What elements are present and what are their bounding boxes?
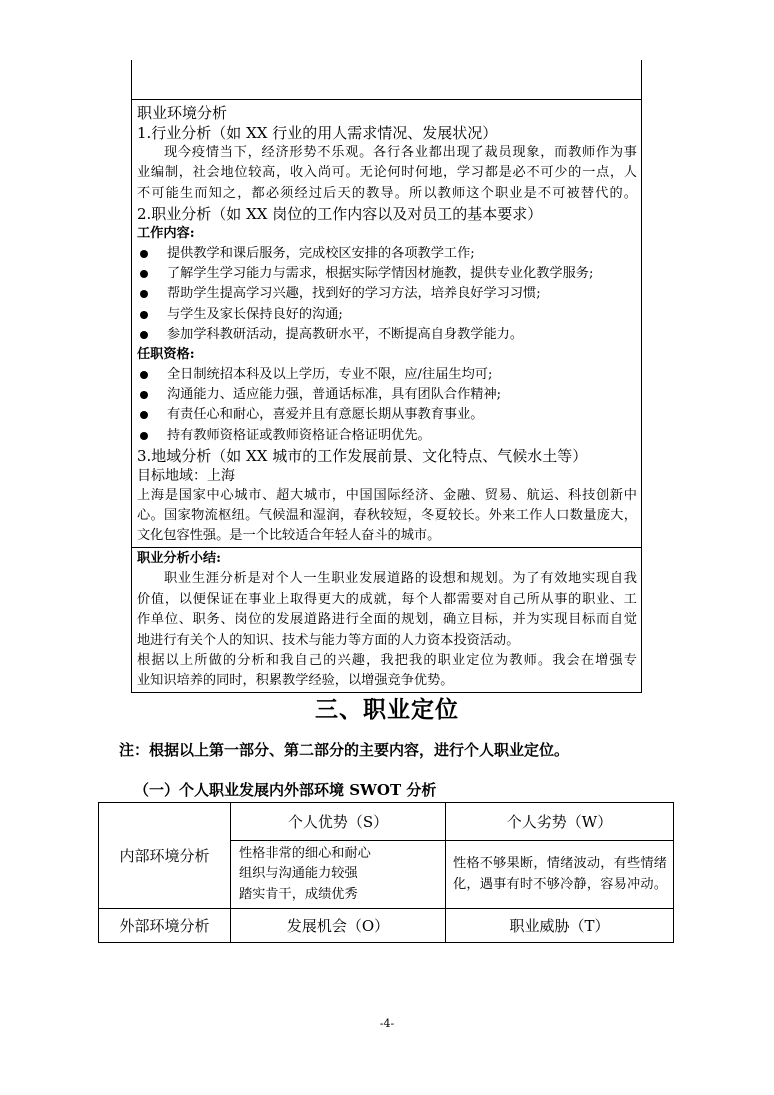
region-line: 心。国家物流枢纽。气候温和湿润，春秋较短，冬夏较长。外来工作人口数量庞大，	[137, 508, 637, 524]
continued-empty-row	[132, 60, 641, 100]
swot-table	[98, 802, 674, 943]
external-env-label: 外部环境分析	[99, 909, 231, 943]
duty-item	[137, 264, 637, 284]
bullet-icon	[140, 371, 148, 379]
bullet-icon	[140, 250, 148, 258]
internal-env-label: 内部环境分析	[99, 803, 231, 909]
bullet-icon	[140, 432, 148, 440]
duty-text: 与学生及家长保持良好的沟通;	[167, 306, 343, 322]
qualification-text: 有责任心和耐心，喜爱并且有意愿长期从事教育事业。	[167, 407, 484, 423]
industry-heading: 1.行业分析（如 XX 行业的用人需求情况、发展状况）	[137, 124, 498, 143]
summary-line: 地进行有关个人的知识、技术与能力等方面的人力资本投资活动。	[137, 632, 520, 648]
qualification-item	[137, 385, 637, 405]
qualification-item	[137, 426, 637, 446]
qualification-text: 持有教师资格证或教师资格证合格证明优先。	[167, 427, 431, 443]
bullet-icon	[140, 411, 148, 419]
section-title: 三、职业定位	[315, 696, 459, 723]
duty-item	[137, 284, 637, 304]
weakness-line: 性格不够果断，情绪波动，有些情绪	[453, 856, 667, 871]
strength-item: 踏实肯干，成绩优秀	[239, 886, 358, 902]
weaknesses-header: 个人劣势（W）	[446, 803, 674, 841]
summary-line: 价值，以便保证在事业上取得更大的成就，每个人都需要对自己所从事的职业、工	[137, 591, 637, 607]
swot-external-row	[99, 909, 674, 943]
career-summary-row	[132, 548, 641, 692]
duty-item	[137, 325, 637, 345]
region-line: 上海是国家中心城市、超大城市，中国国际经济、金融、贸易、航运、科技创新中	[137, 487, 637, 503]
page-number: -4-	[379, 1017, 395, 1030]
duties-label: 工作内容:	[137, 225, 195, 241]
summary-line: 根据以上所做的分析和我自己的兴趣，我把我的职业定位为教师。我会在增强专	[137, 653, 637, 669]
section-note: 注：根据以上第一部分、第二部分的主要内容，进行个人职业定位。	[119, 741, 570, 759]
bullet-icon	[140, 290, 148, 298]
qualification-item	[137, 365, 637, 385]
region-heading: 3.地域分析（如 XX 城市的工作发展前景、文化特点、气候水土等）	[137, 446, 588, 465]
strength-item: 组织与沟通能力较强	[239, 866, 358, 882]
environment-title: 职业环境分析	[137, 104, 228, 122]
summary-line: 职业生涯分析是对个人一生职业发展道路的设想和规划。为了有效地实现自我	[164, 571, 637, 587]
job-heading: 2.职业分析（如 XX 岗位的工作内容以及对员工的基本要求）	[137, 204, 543, 223]
duty-text: 帮助学生提高学习兴趣，找到好的学习方法，培养良好学习习惯;	[167, 286, 541, 302]
duty-item	[137, 244, 637, 264]
weakness-line: 化，遇事有时不够冷静，容易冲动。	[453, 876, 667, 892]
qualification-text: 沟通能力、适应能力强，普通话标准，具有团队合作精神;	[167, 387, 502, 403]
qualifications-label: 任职资格:	[137, 346, 195, 362]
bullet-icon	[140, 311, 148, 319]
qualification-text: 全日制统招本科及以上学历，专业不限，应/往届生均可;	[167, 367, 493, 383]
duty-text: 参加学科教研活动，提高教研水平，不断提高自身教学能力。	[167, 326, 524, 342]
industry-line: 不可能生而知之，都必须经过后天的教导。所以教师这个职业是不可被替代的。	[137, 185, 637, 201]
industry-line: 业编制，社会地位较高，收入尚可。无论何时何地，学习都是必不可少的一点，人	[137, 165, 637, 181]
career-environment-row	[132, 100, 641, 548]
duty-item	[137, 305, 637, 325]
weaknesses-cell	[446, 841, 674, 909]
summary-line: 业知识培养的同时，积累教学经验，以增强竞争优势。	[137, 673, 454, 689]
bullet-icon	[140, 391, 148, 399]
strengths-cell	[231, 841, 446, 909]
swot-subtitle: （一）个人职业发展内外部环境 SWOT 分析	[134, 781, 437, 799]
bullet-icon	[140, 270, 148, 278]
career-analysis-table	[131, 60, 642, 693]
duty-text: 提供教学和课后服务，完成校区安排的各项教学工作;	[167, 246, 475, 262]
strengths-header: 个人优势（S）	[231, 803, 446, 841]
summary-label: 职业分析小结:	[137, 551, 221, 566]
bullet-icon	[140, 331, 148, 339]
summary-line: 作单位、职务、岗位的发展道路进行全面的规划，确立目标，并为实现目标而自觉	[137, 612, 637, 628]
region-target: 目标地域：上海	[137, 467, 235, 484]
duty-text: 了解学生学习能力与需求，根据实际学情因材施教，提供专业化教学服务;	[167, 266, 594, 282]
region-line: 文化包容性强。是一个比较适合年轻人奋斗的城市。	[137, 528, 441, 544]
strength-item: 性格非常的细心和耐心	[239, 845, 371, 861]
industry-line: 现今疫情当下，经济形势不乐观。各行各业都出现了裁员现象，而教师作为事	[164, 145, 637, 161]
threats-header: 职业威胁（T）	[446, 909, 674, 943]
opportunities-header: 发展机会（O）	[231, 909, 446, 943]
swot-header-row	[99, 803, 674, 841]
qualification-item	[137, 405, 637, 425]
